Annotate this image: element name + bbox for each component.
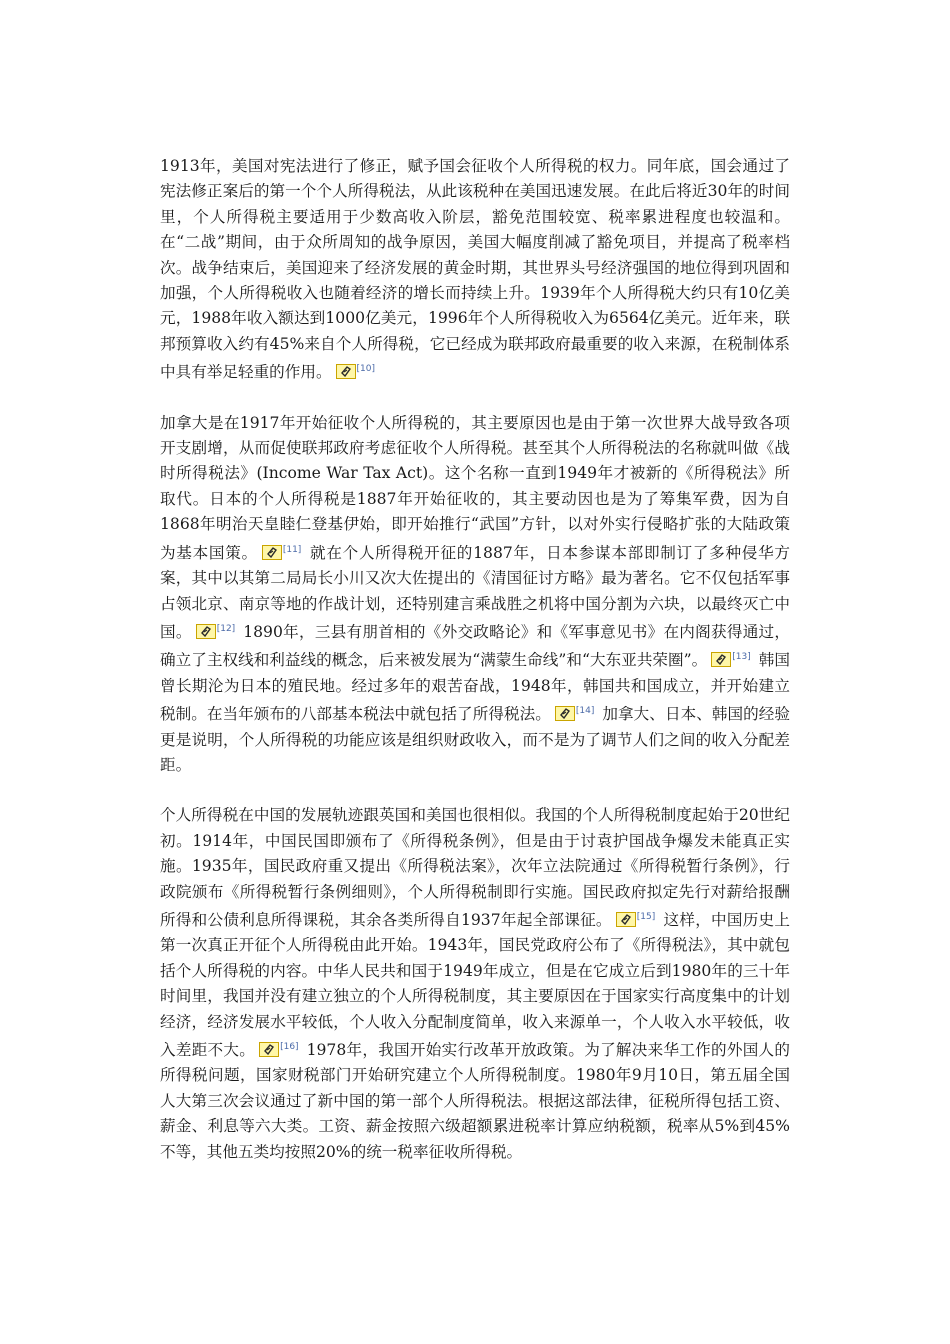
citation-link-icon[interactable]	[336, 364, 356, 379]
paragraph-text: 1890年，三县有朋首相的《外交政略论》和《军事意见书》在内阁获得通过，确立了主权线和利益线的概念，后来被发展为“满蒙生命线”和“大东亚共荣圈”。	[160, 622, 790, 670]
paragraph-text: 1913年，美国对宪法进行了修正，赋予国会征收个人所得税的权力。同年底，国会通过了宪法修正案后的第一个个人所得税法，从此该税种在美国迅速发展。在此后将近30年的时间里，个人所得税主要适用于少数高收入阶层，豁免范围较宽、税率累进程度也较温和。在“二战”期间，由于众所周知的战争原因，美国大幅度削减了豁免项目，并提高了税率档次。战争结束后，美国迎来了经济发展的黄金时期，其世界头号经济强国的地位得到巩固和加强，个人所得税收入也随着经济的增长而持续上升。1939年个人所得税大约只有10亿美元，1988年收入额达到1000亿美元，1996年个人所得税收入为6564亿美元。近年来，联邦预算收入约有45%来自个人所得税，它已经成为联邦政府最重要的收入来源，在税制体系中具有举足轻重的作用。	[160, 157, 790, 382]
paragraph-text: 韩国曾长期沦为日本的殖民地。经过多年的艰苦奋战，1948年，韩国共和国成立，并开始建立税制。在当年颁布的八部基本税法中就包括了所得税法。	[160, 651, 790, 724]
citation-link-icon[interactable]	[262, 545, 282, 560]
paragraph-text: 个人所得税在中国的发展轨迹跟英国和美国也很相似。我国的个人所得税制度起始于20世纪初。1914年，中国民国即颁布了《所得税条例》，但是由于讨袁护国战争爆发未能真正实施。1935年，国民政府重又提出《所得税法案》，次年立法院通过《所得税暂行条例》，行政院颁布《所得税暂行条例细则》，个人所得税制即行实施。国民政府拟定先行对薪给报酬所得和公债利息所得课税，其余各类所得自1937年起全部课征。	[160, 806, 790, 929]
citation-14[interactable]	[555, 699, 594, 727]
citation-link-icon[interactable]	[259, 1042, 279, 1057]
citation-ref-label[interactable]: [15]	[636, 911, 656, 922]
citation-16[interactable]	[259, 1035, 298, 1063]
citation-13[interactable]	[711, 645, 750, 673]
paragraph-text: 加拿大、日本、韩国的经验更是说明，个人所得税的功能应该是组织财政收入，而不是为了调节人们之间的收入分配差距。	[160, 705, 790, 774]
citation-link-icon[interactable]	[555, 706, 575, 721]
citation-ref-label[interactable]: [16]	[280, 1042, 299, 1052]
paragraph-canada-japan-korea	[160, 411, 790, 779]
paragraph-china-income-tax	[160, 803, 790, 1165]
paragraph-text: 就在个人所得税开征的1887年，日本参谋本部即制订了多种侵华方案，其中以其第二局局长小川又次大佐提出的《清国征讨方略》最为著名。它不仅包括军事占领北京、南京等地的作战计划，还特别建言乘战胜之机将中国分割为六块，以最终灭亡中国。	[160, 543, 790, 641]
citation-12[interactable]	[196, 617, 235, 645]
paragraph-text: 加拿大是在1917年开始征收个人所得税的，其主要原因也是由于第一次世界大战导致各项开支剧增，从而促使联邦政府考虑征收个人所得税。甚至其个人所得税法的名称就叫做《战时所得税法》(Income War Tax Act)。这个名称一直到1949年才被新的《所得税法》所取代。日本的个人所得税是1887年开始征收的，其主要动因也是为了筹集军费，因为自1868年明治天皇睦仁登基伊始，即开始推行“武国”方针，以对外实行侵略扩张的大陆政策为基本国策。	[160, 413, 790, 562]
paragraph-us-income-tax	[160, 154, 790, 386]
citation-15[interactable]	[616, 905, 655, 933]
document-page	[160, 154, 790, 1190]
paragraph-text: 这样，中国历史上第一次真正开征个人所得税由此开始。1943年，国民党政府公布了《所得税法》，其中就包括个人所得税的内容。中华人民共和国于1949年成立，但是在它成立后到1980年的三十年时间里，我国并没有建立独立的个人所得税制度，其主要原因在于国家实行高度集中的计划经济，经济发展水平较低，个人收入分配制度简单，收入来源单一，个人收入水平较低，收入差距不大。	[160, 910, 790, 1059]
citation-ref-label[interactable]: [10]	[356, 364, 376, 375]
paragraph-text: 1978年，我国开始实行改革开放政策。为了解决来华工作的外国人的所得税问题，国家财税部门开始研究建立个人所得税制度。1980年9月10日，第五届全国人大第三次会议通过了新中国的第一部个人所得税法。根据这部法律，征税所得包括工资、薪金、利息等六大类。工资、薪金按照六级超额累进税率计算应纳税额，税率从5%到45%不等，其他五类均按照20%的统一税率征收所得税。	[160, 1041, 790, 1161]
citation-link-icon[interactable]	[196, 624, 216, 639]
citation-ref-label[interactable]: [12]	[216, 623, 236, 634]
citation-link-icon[interactable]	[711, 652, 731, 667]
citation-10[interactable]	[336, 357, 375, 385]
citation-ref-label[interactable]: [13]	[732, 652, 751, 663]
citation-link-icon[interactable]	[616, 912, 636, 927]
citation-ref-label[interactable]: [14]	[575, 706, 595, 717]
citation-11[interactable]	[262, 538, 301, 566]
citation-ref-label[interactable]: [11]	[282, 544, 302, 555]
